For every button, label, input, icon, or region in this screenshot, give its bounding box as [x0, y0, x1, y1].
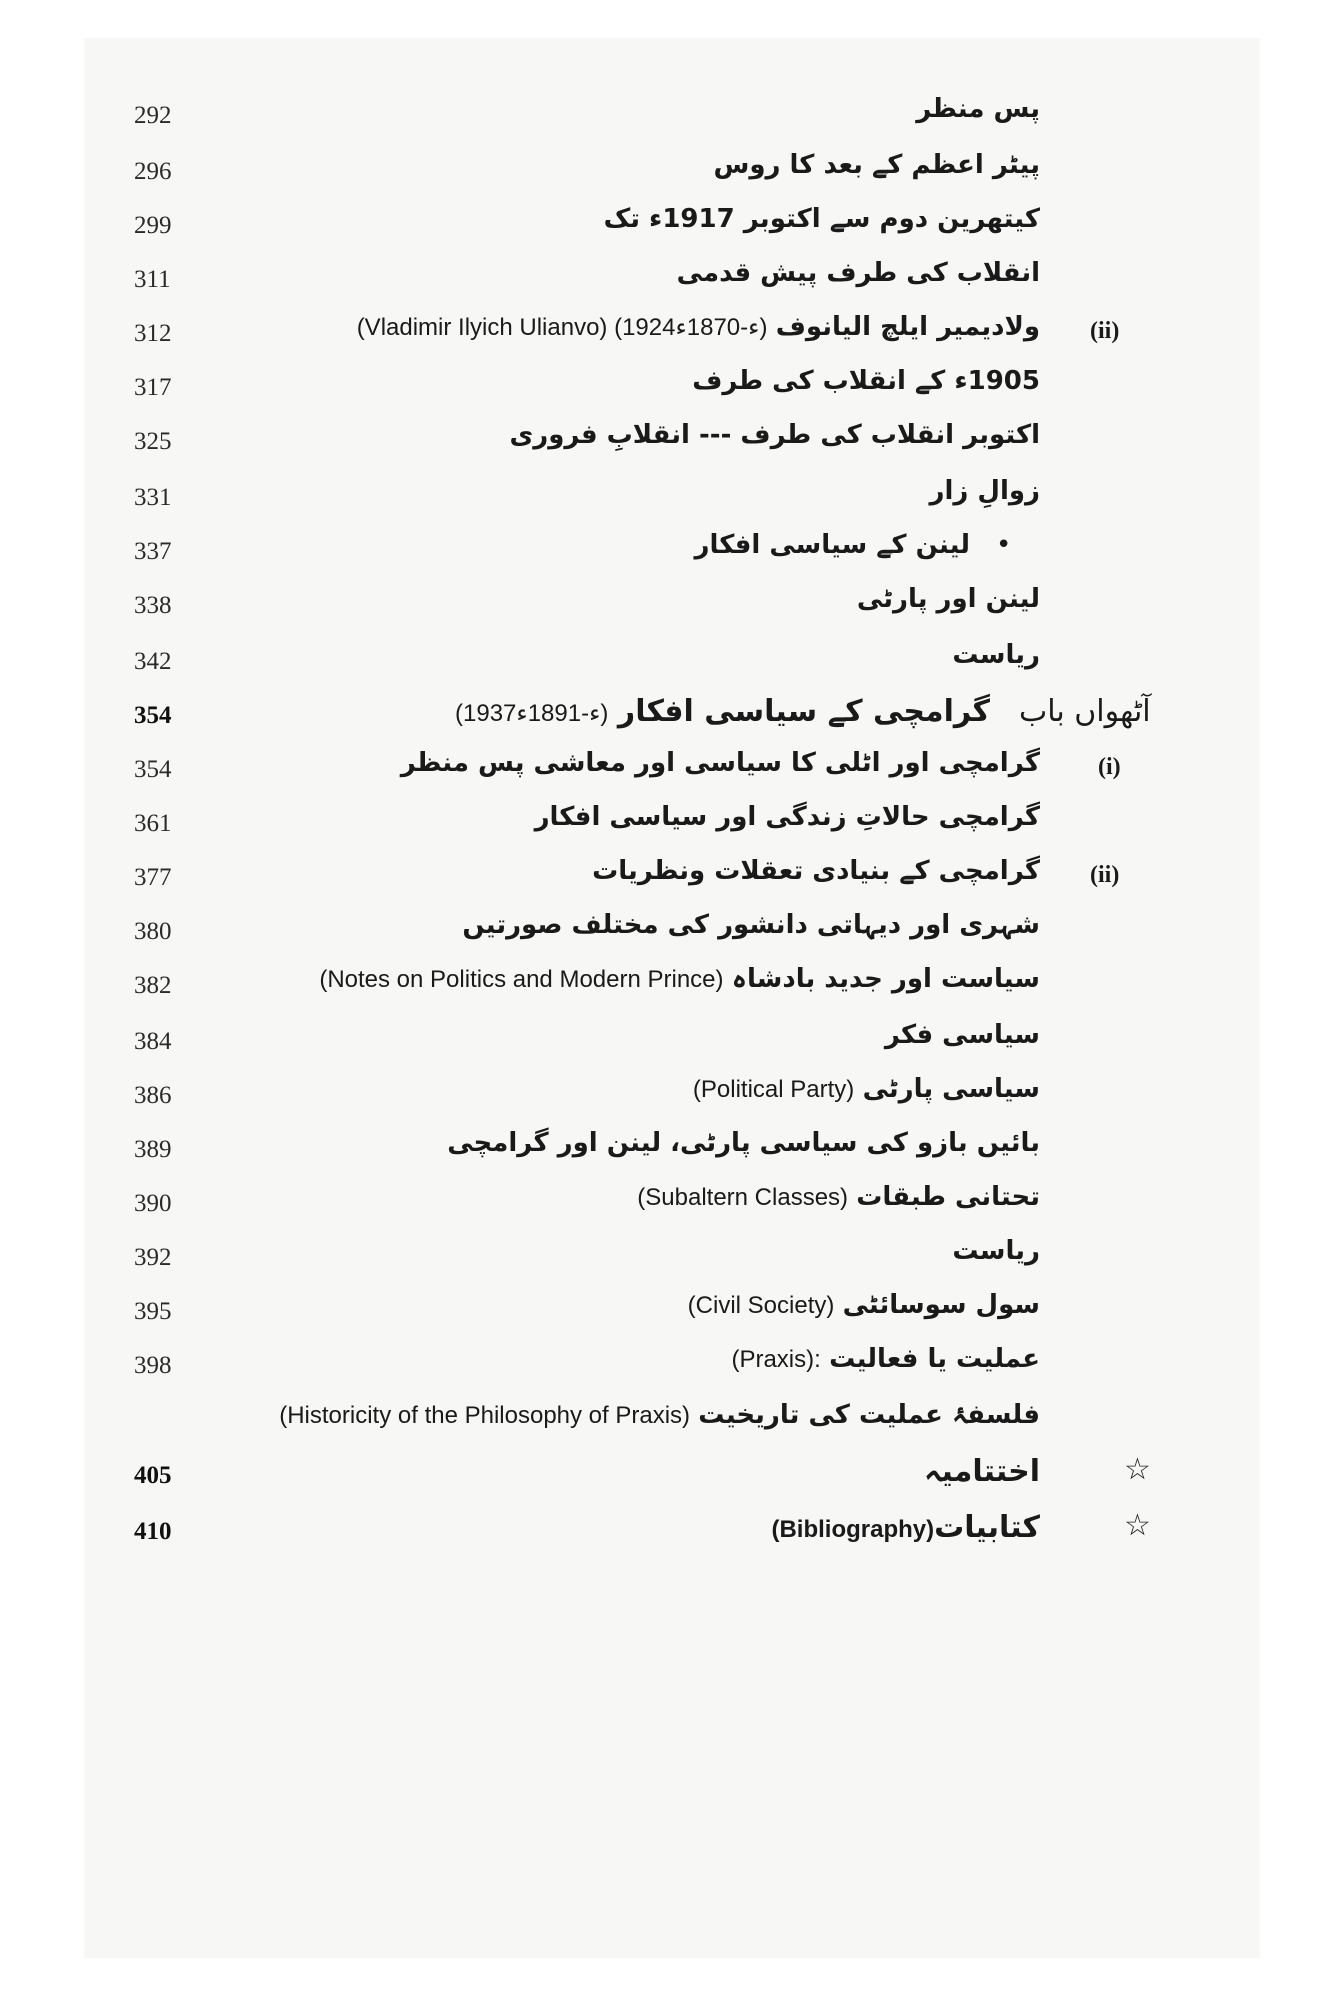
star-icon: ☆	[1124, 1452, 1151, 1487]
entry-title: سیاست اور جدید بادشاہ (Notes on Politics and Modern Prince)	[319, 964, 1040, 994]
toc-row	[84, 1176, 1260, 1236]
page-number: 325	[134, 428, 172, 455]
toc-row	[84, 850, 1260, 910]
page-number: 354	[134, 702, 172, 729]
entry-title: گرامچی کے بنیادی تعقلات ونظریات	[592, 856, 1040, 886]
entry-title: گرامچی اور اٹلی کا سیاسی اور معاشی پس منظر	[400, 748, 1040, 778]
page-number: 354	[134, 756, 172, 783]
entry-title: کتابیات(Bibliography)	[771, 1510, 1040, 1545]
entry-title: سول سوسائٹی (Civil Society)	[687, 1290, 1040, 1320]
toc-row	[84, 578, 1260, 638]
page-number: 296	[134, 158, 172, 185]
toc-row	[84, 414, 1260, 474]
toc-row	[84, 470, 1260, 530]
entry-title: عملیت یا فعالیت (Praxis):	[731, 1344, 1040, 1374]
entry-title: انقلاب کی طرف پیش قدمی	[676, 258, 1040, 288]
toc-row	[84, 1284, 1260, 1344]
entry-title: فلسفۂ عملیت کی تاریخیت (Historicity of the Philosophy of Praxis)	[279, 1400, 1040, 1430]
toc-row	[84, 1338, 1260, 1398]
entry-title: لینن اور پارٹی	[856, 584, 1040, 614]
page-number: 311	[134, 266, 171, 293]
page-number: 384	[134, 1028, 172, 1055]
page-number: 392	[134, 1244, 172, 1271]
page-number: 331	[134, 484, 172, 511]
entry-title: سیاسی فکر	[884, 1020, 1040, 1050]
chapter-row	[84, 688, 1260, 748]
entry-title: ریاست	[952, 1236, 1040, 1266]
toc-row	[84, 1230, 1260, 1290]
page-number: 338	[134, 592, 172, 619]
chapter-title: گرامچی کے سیاسی افکار (1937ء-1891ء)	[455, 694, 990, 729]
star-icon: ☆	[1124, 1508, 1151, 1543]
toc-row	[84, 1014, 1260, 1074]
entry-title: اکتوبر انقلاب کی طرف --- انقلابِ فروری	[509, 420, 1040, 450]
toc-row	[84, 144, 1260, 204]
section-marker: (ii)	[1090, 862, 1120, 888]
toc-row	[84, 360, 1260, 420]
toc-row	[84, 742, 1260, 802]
entry-title: اختتامیہ	[923, 1454, 1040, 1489]
entry-title: ولادیمیر ایلچ الیانوف (Vladimir Ilyich Ulianvo) (1924ء-1870ء)	[356, 312, 1040, 342]
page-number: 382	[134, 972, 172, 999]
toc-page	[84, 38, 1260, 1958]
page-number: 377	[134, 864, 172, 891]
entry-title: سیاسی پارٹی (Political Party)	[692, 1074, 1040, 1104]
page-number: 389	[134, 1136, 172, 1163]
entry-title: لینن کے سیاسی افکار	[694, 530, 970, 560]
entry-title: ریاست	[952, 640, 1040, 670]
entry-title: بائیں بازو کی سیاسی پارٹی، لینن اور گرامچی	[447, 1128, 1040, 1158]
entry-title: شہری اور دیہاتی دانشور کی مختلف صورتیں	[462, 910, 1040, 940]
toc-row	[84, 796, 1260, 856]
toc-row	[84, 198, 1260, 258]
section-marker: (i)	[1098, 754, 1121, 780]
page-number: 395	[134, 1298, 172, 1325]
toc-row	[84, 958, 1260, 1018]
page-number: 292	[134, 102, 172, 129]
page-number: 299	[134, 212, 172, 239]
chapter-label: آٹھواں باب	[1019, 694, 1151, 729]
entry-title: تحتانی طبقات (Subaltern Classes)	[637, 1182, 1040, 1212]
page-number: 386	[134, 1082, 172, 1109]
page-number: 312	[134, 320, 172, 347]
toc-row	[84, 634, 1260, 694]
entry-title: پس منظر	[916, 94, 1040, 124]
toc-row	[84, 1068, 1260, 1128]
toc-row	[84, 1394, 1260, 1454]
page-number: 317	[134, 374, 172, 401]
page-number: 337	[134, 538, 172, 565]
page-number: 342	[134, 648, 172, 675]
entry-title: گرامچی حالاتِ زندگی اور سیاسی افکار	[534, 802, 1040, 832]
page-number: 410	[134, 1518, 172, 1545]
toc-row	[84, 1122, 1260, 1182]
bullet-icon: •	[996, 530, 1012, 560]
toc-row	[84, 252, 1260, 312]
toc-row	[84, 904, 1260, 964]
page-number: 361	[134, 810, 172, 837]
entry-title: کیتھرین دوم سے اکتوبر 1917ء تک	[603, 204, 1040, 234]
toc-row	[84, 88, 1260, 148]
entry-title: زوالِ زار	[929, 476, 1040, 506]
page-number: 390	[134, 1190, 172, 1217]
page-number: 398	[134, 1352, 172, 1379]
toc-row	[84, 1448, 1260, 1508]
toc-row	[84, 1504, 1260, 1564]
page-number: 380	[134, 918, 172, 945]
section-marker: (ii)	[1090, 318, 1120, 344]
page-number: 405	[134, 1462, 172, 1489]
entry-title: پیٹر اعظم کے بعد کا روس	[713, 150, 1040, 180]
toc-row	[84, 524, 1260, 584]
toc-row	[84, 306, 1260, 366]
entry-title: 1905ء کے انقلاب کی طرف	[692, 366, 1040, 396]
